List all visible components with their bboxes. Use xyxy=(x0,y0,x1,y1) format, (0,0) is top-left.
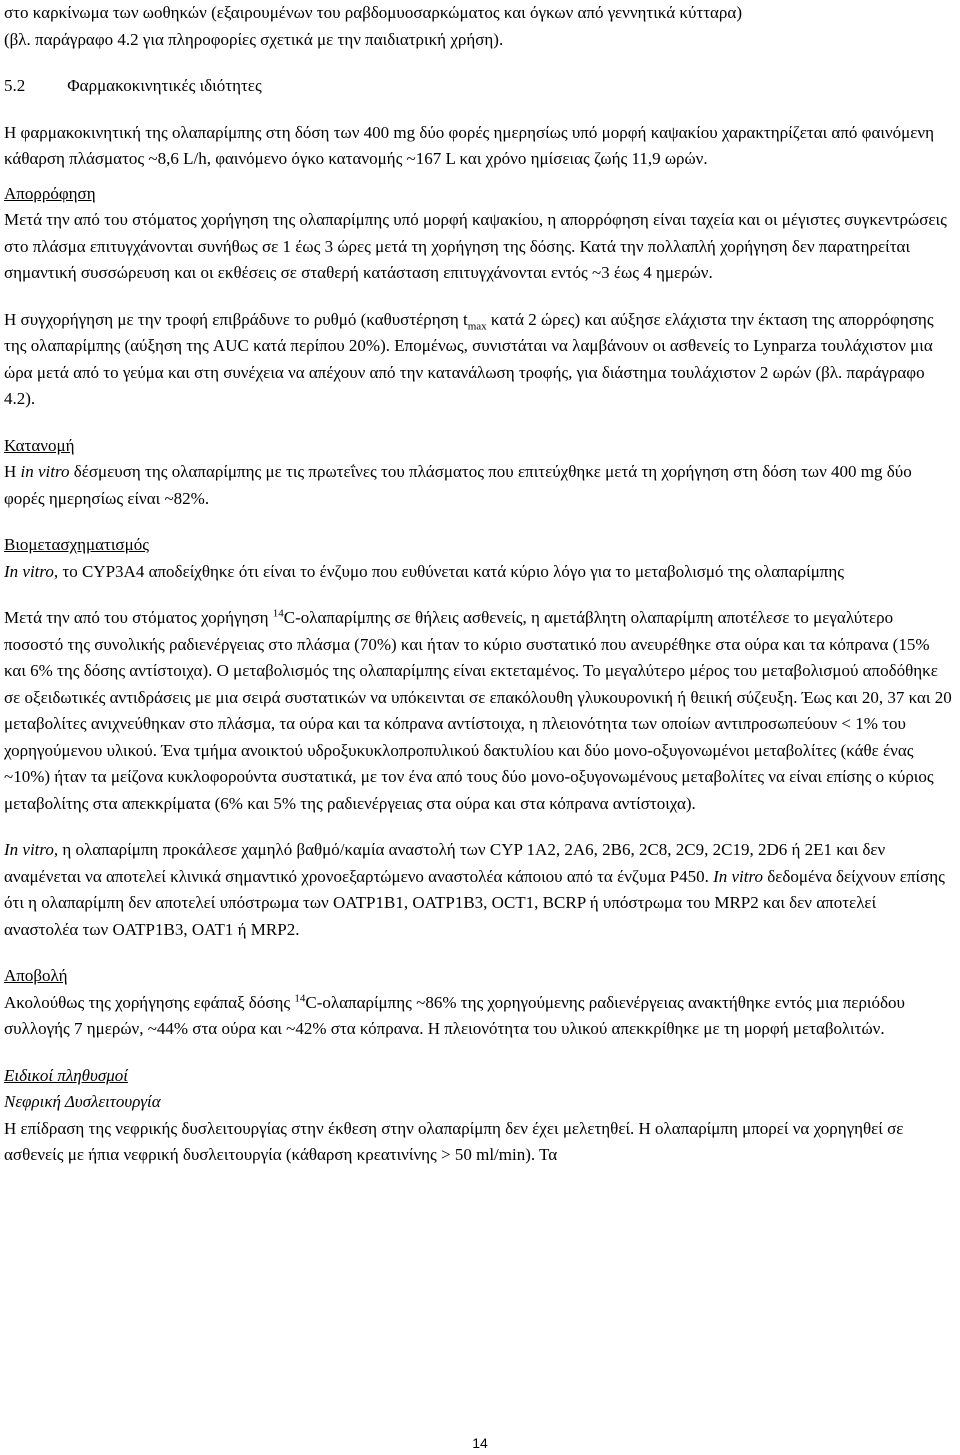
continuation-text: στο καρκίνωμα των ωοθηκών (εξαιρουμένων του ραβδομυοσαρκώματος και όγκων από γεννητικά κύτταρα) (βλ. παράγραφο 4.2 για πληροφορίες σχετικά με την παιδιατρική χρήση). xyxy=(4,3,742,49)
section-heading xyxy=(4,73,952,100)
metabolism-heading: Βιομετασχηματισμός xyxy=(4,535,149,554)
elimination-heading: Αποβολή xyxy=(4,966,68,985)
metabolism-paragraph-2: Μετά την από του στόματος χορήγηση $^{14}$C-ολαπαρίμπης σε θήλεις ασθενείς, η αμετάβλητη ολαπαρίμπη αποτέλεσε το μεγαλύτερο ποσοστό της συνολικής ραδιενέργειας στο πλάσμα (70%) και ήταν το κύριο συστατικό που ανευρέθηκε στα ούρα και τα κόπρανα (15% και 6% της δόσης αντίστοιχα). Ο μεταβολισμός της ολαπαρίμπης είναι εκτεταμένος. Το μεγαλύτερο μέρος του μεταβολισμού αποδόθηκε σε οξειδωτικές αντιδράσεις με μια σειρά συστατικών να υπόκεινται σε επακόλουθη γλυκουρονική ή θειική σύζευξη. Έως και 20, 37 και 20 μεταβολίτες ανιχνεύθηκαν στο πλάσμα, τα ούρα και τα κόπρανα αντίστοιχα, η πλειονότητα των οποίων αντιπροσωπεύουν < 1% του χορηγούμενου υλικού. Ένα τμήμα ανοικτού υδροξυκυκλοπροπυλικού δακτυλίου και δύο μονο-οξυγονωμένοι μεταβολίτες (κάθε ένας ~10%) ήταν τα μείζονα κυκλοφορούντα συστατικά, με τον ένα από τους δύο μονο-οξυγονωμένους μεταβολίτες να είναι επίσης ο κύριος μεταβολίτης στα απεκκρίματα (6% και 5% της ραδιενέργειας στα ούρα και στα κόπρανα αντίστοιχα). xyxy=(4,607,952,813)
absorption-paragraph-2: Η συγχορήγηση με την τροφή επιβράδυνε το ρυθμό (καθυστέρηση $t_{max}$ κατά 2 ώρες) και αύξησε ελάχιστα την έκταση της απορρόφησης της ολαπαρίμπης (αύξηση της AUC κατά περίπου 20%). Επομένως, συνιστάται να λαμβάνουν οι ασθενείς το Lynparza τουλάχιστον μια ώρα μετά από το γεύμα και στη συνέχεια να απέχουν από την κατανάλωση τροφής, για διάστημα τουλάχιστον 2 ωρών (βλ. παράγραφο 4.2). xyxy=(4,309,934,408)
renal-impairment-paragraph: Η επίδραση της νεφρικής δυσλειτουργίας στην έκθεση στην ολαπαρίμπη δεν έχει μελετηθεί. Η ολαπαρίμπη μπορεί να χορηγηθεί σε ασθενείς με ήπια νεφρική δυσλειτουργία (κάθαρση κρεατινίνης > 50 ml/min). Τα xyxy=(4,1118,904,1164)
absorption-paragraph-1: Μετά την από του στόματος χορήγηση της ολαπαρίμπης υπό μορφή καψακίου, η απορρόφηση είναι ταχεία και οι μέγιστες συγκεντρώσεις στο πλάσμα επιτυγχάνονται συνήθως σε 1 έως 3 ώρες μετά τη χορήγηση της δόσης. Κατά την πολλαπλή χορήγηση δεν παρατηρείται σημαντική συσσώρευση και οι εκθέσεις σε σταθερή κατάσταση επιτυγχάνονται εντός ~3 έως 4 ημερών. xyxy=(4,210,947,282)
metabolism-paragraph-1: In vitro, το CYP3A4 αποδείχθηκε ότι είναι το ένζυμο που ευθύνεται κατά κύριο λόγο για το μεταβολισμό της ολαπαρίμπης xyxy=(4,561,845,581)
distribution-heading: Κατανομή xyxy=(4,435,75,455)
metabolism-paragraph-3: In vitro, η ολαπαρίμπη προκάλεσε χαμηλό βαθμό/καμία αναστολή των CYP 1A2, 2A6, 2B6, 2C8, 2C9, 2C19, 2D6 ή 2E1 και δεν αναμένεται να αποτελεί κλινικά σημαντικό χρονοεξαρτώμενο αναστολέα κάποιου από τα ένζυμα P450. In vitro δεδομένα δείχνουν επίσης ότι η ολαπαρίμπη δεν αποτελεί υπόστρωμα των OATP1B1, OATP1B3, OCT1, BCRP ή υπόστρωμα του MRP2 και δεν αποτελεί αναστολέα των OATP1B3, OAT1 ή MRP2. xyxy=(4,840,945,939)
special-populations-heading: Ειδικοί πληθυσμοί xyxy=(4,1065,128,1085)
elimination-paragraph: Ακολούθως της χορήγησης εφάπαξ δόσης $^{14}$C-ολαπαρίμπης ~86% της χορηγούμενης ραδιενέργειας ανακτήθηκε εντός μια περιόδου συλλογής 7 ημερών, ~44% στα ούρα και ~42% στα κόπρανα. Η πλειονότητα του υλικού απεκκρίθηκε με τη μορφή μεταβολιτών. xyxy=(4,991,905,1038)
renal-impairment-subheading: Νεφρική Δυσλειτουργία xyxy=(4,1092,161,1111)
section-number: 5.2 xyxy=(4,76,26,95)
distribution-paragraph: Η in vitro δέσμευση της ολαπαρίμπης με τις πρωτεΐνες του πλάσματος που επιτεύχθηκε μετά τη χορήγηση στη δόση των 400 mg δύο φορές ημερησίως είναι ~82%. xyxy=(4,462,912,508)
page-number: 14 xyxy=(472,1435,488,1451)
section-title: Φαρμακοκινητικές ιδιότητες xyxy=(67,76,262,95)
intro-paragraph: Η φαρμακοκινητική της ολαπαρίμπης στη δόση των 400 mg δύο φορές ημερησίως υπό μορφή καψακίου χαρακτηρίζεται από φαινόμενη κάθαρση πλάσματος ~8,6 L/h, φαινόμενο όγκο κατανομής ~167 L και χρόνο ημίσειας ζωής 11,9 ωρών. xyxy=(4,122,934,168)
absorption-heading: Απορρόφηση xyxy=(4,183,96,203)
document-page xyxy=(4,0,952,1169)
